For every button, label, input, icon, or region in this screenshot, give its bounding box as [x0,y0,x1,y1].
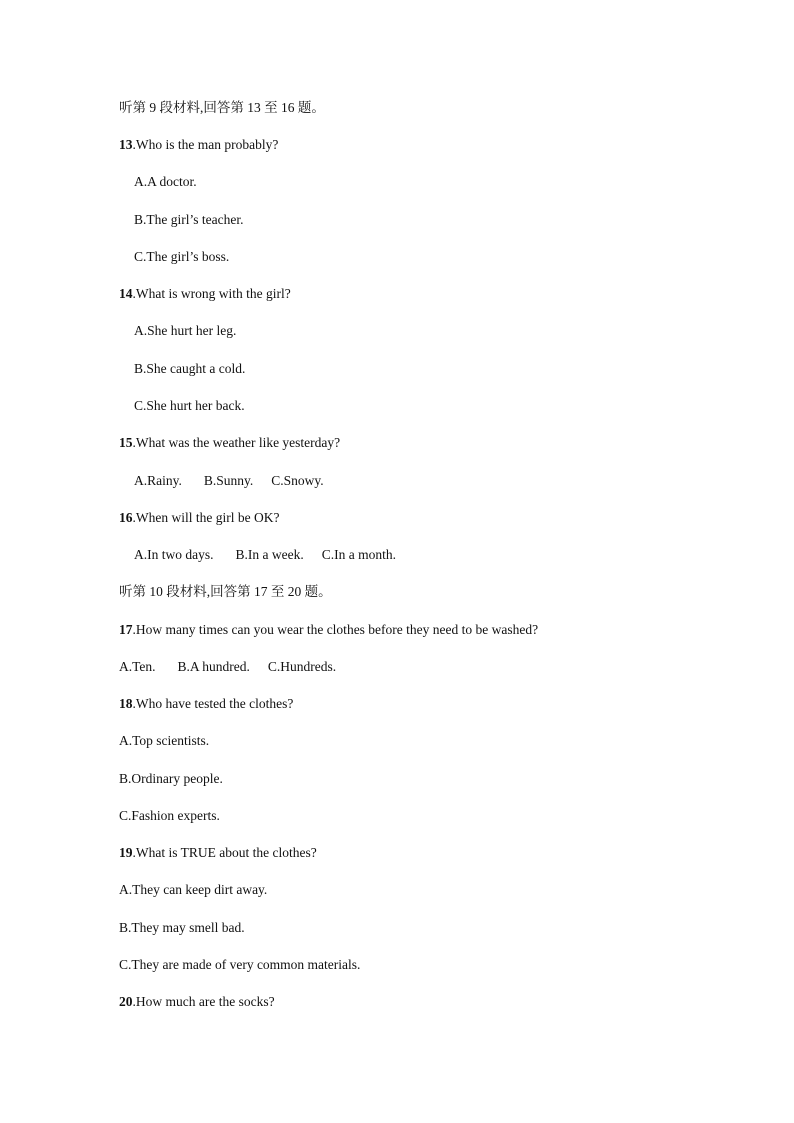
question-number: 18 [119,696,133,711]
option-19-c: C.They are made of very common materials. [119,957,361,972]
question-15 [119,434,340,452]
options-17 [119,658,336,676]
option-17-c: C.Hundreds. [267,659,337,674]
options-16 [134,546,396,564]
section-heading-10: 听第 10 段材料,回答第 17 至 20 题。 [119,584,332,599]
question-number: 20 [119,994,133,1009]
question-number: 19 [119,845,133,860]
question-20 [119,993,275,1011]
question-text: .Who have tested the clothes? [132,696,294,711]
question-number: 15 [119,435,133,450]
question-text: .Who is the man probably? [132,137,279,152]
question-19 [119,844,317,862]
question-14 [119,285,291,303]
question-17 [119,621,538,639]
question-text: .What is wrong with the girl? [132,286,291,301]
options-15 [134,472,324,490]
question-number: 17 [119,622,133,637]
option-18-a: A.Top scientists. [119,733,210,748]
question-text: .How many times can you wear the clothes before they need to be washed? [132,622,539,637]
question-number: 13 [119,137,133,152]
question-text: .How much are the socks? [132,994,275,1009]
option-14-b: B.She caught a cold. [134,361,246,376]
option-18-c: C.Fashion experts. [119,808,220,823]
question-text: .What was the weather like yesterday? [132,435,341,450]
option-17-b: B.A hundred. [177,659,250,674]
option-16-b: B.In a week. [235,547,304,562]
option-13-a: A.A doctor. [134,174,197,189]
question-16 [119,509,279,527]
section-heading-9: 听第 9 段材料,回答第 13 至 16 题。 [119,100,325,115]
option-13-b: B.The girl’s teacher. [134,212,244,227]
question-text: .When will the girl be OK? [132,510,280,525]
option-14-c: C.She hurt her back. [134,398,245,413]
option-13-c: C.The girl’s boss. [134,249,230,264]
option-15-a: A.Rainy. [134,473,182,488]
option-17-a: A.Ten. [119,659,156,674]
option-19-b: B.They may smell bad. [119,920,245,935]
option-14-a: A.She hurt her leg. [134,323,237,338]
option-16-c: C.In a month. [321,547,396,562]
option-15-c: C.Snowy. [271,473,324,488]
question-18 [119,695,293,713]
question-13 [119,136,278,154]
question-text: .What is TRUE about the clothes? [132,845,317,860]
question-number: 14 [119,286,133,301]
question-number: 16 [119,510,133,525]
option-18-b: B.Ordinary people. [119,771,223,786]
option-15-b: B.Sunny. [203,473,254,488]
option-19-a: A.They can keep dirt away. [119,882,268,897]
option-16-a: A.In two days. [134,547,214,562]
